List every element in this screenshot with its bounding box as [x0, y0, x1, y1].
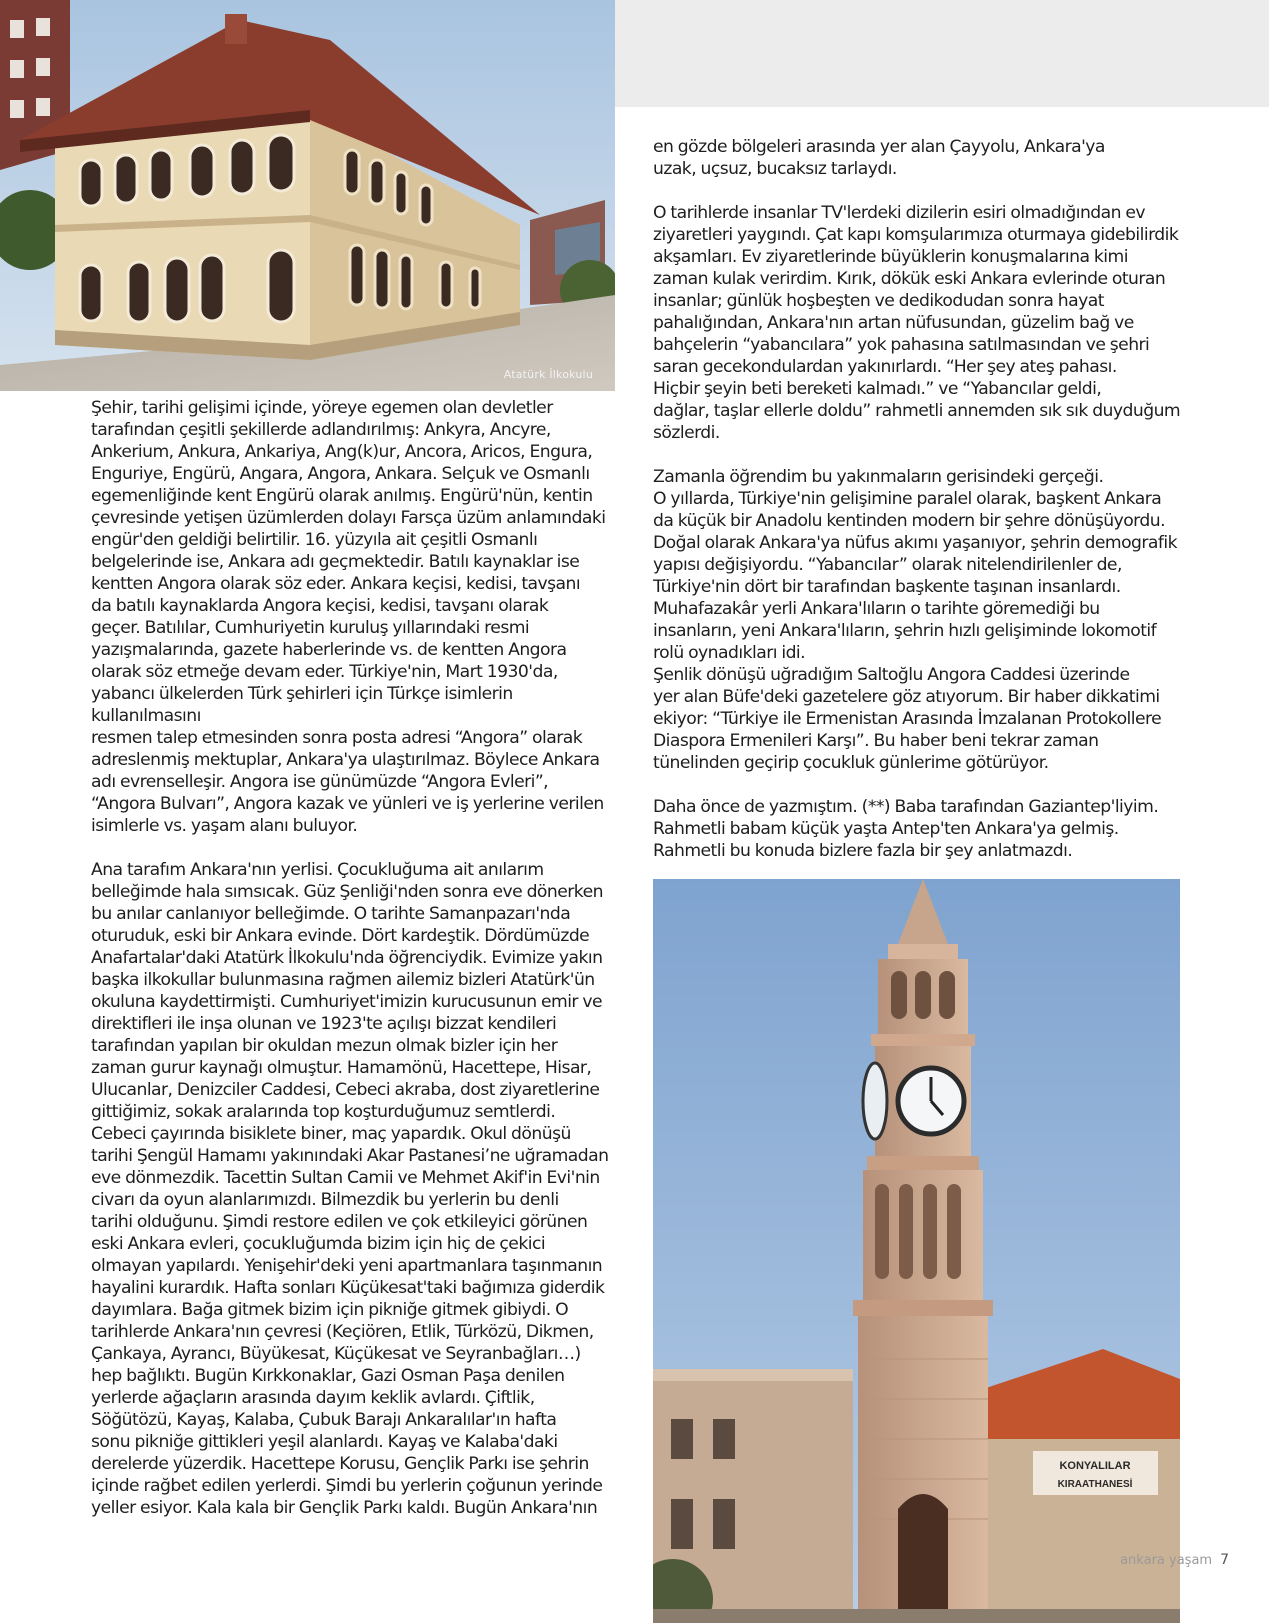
magazine-name: ankara yaşam — [1120, 1553, 1213, 1568]
paragraph-name-history: Şehir, tarihi gelişimi içinde, yöreye egemen olan devletler tarafından çeşitli şekillerde adlandırılmış: Ankyra, Ancyre, Ankerium, Ankura, Ankariya, Ang(k)ur, Ancora, Aricos, Engura, Enguriye, Engürü, Angara, Angora, Ankara. Selçuk ve Osmanlı egemenliğinde kent Engürü olarak anılmış. Engürü'nün, kentin çevresinde yetişen üzümlerden dolayı Farsça üzüm anlamındaki engür'den geldiği belirtilir. 16. yüzyıla ait çeşitli Osmanlı belgelerinde ise, Ankara adı geçmektedir. Batılı kaynaklar ise kentten Angora olarak söz eder. Ankara keçisi, kedisi, tavşanı da batılı kaynaklarda Angora keçisi, kedisi, tavşanı olarak geçer. Batılılar, Cumhuriyetin kuruluş yıllarındaki resmi yazışmalarında, gazete haberlerinde vs. de kentten Angora olarak söz etmeğe devam eder. Türkiye'nin, Mart 1930'da, yabancı ülkelerden Türk şehirleri için Türkçe isimlerin kullanılmasını resmen talep etmesinden sonra posta adresi “Angora” olarak adreslenmiş mektuplar, Ankara'ya ulaştırılmaz. Böylece Ankara adı evrenselleşir. Angora ise günümüzde “Angora Evleri”, “Angora Bulvarı”, Angora kazak ve yünleri ve iş yerlerine verilen isimlerle vs. yaşam alanı buluyor. — [91, 398, 606, 836]
paragraph-gaziantep: Daha önce de yazmıştım. (**) Baba tarafından Gaziantep'liyim. Rahmetli babam küçük yaşta Antep'ten Ankara'ya gelmiş. Rahmetli bu konuda bizlere fazla bir şey anlatmazdı. — [653, 797, 1159, 861]
right-column — [653, 136, 1183, 862]
clock-tower-photo — [653, 879, 1180, 1623]
paragraph-cayyolu: en gözde bölgeleri arasında yer alan Çayyolu, Ankara'ya uzak, uçsuz, bucaksız tarlaydı. — [653, 137, 1105, 179]
school-building-illustration — [0, 0, 615, 391]
photo-caption: Atatürk İlkokulu — [503, 368, 593, 381]
cafe-sign-line2: KIRAATHANESİ — [1057, 1479, 1133, 1490]
page-footer — [1120, 1552, 1229, 1568]
cafe-sign-line1: KONYALILAR — [1059, 1460, 1131, 1472]
left-column — [91, 397, 619, 1519]
clock-tower-illustration — [653, 879, 1180, 1623]
page-number: 7 — [1220, 1552, 1229, 1568]
header-band — [615, 0, 1269, 107]
paragraph-childhood: Ana tarafım Ankara'nın yerlisi. Çocukluğuma ait anılarım belleğimde hala sımsıcak. Güz Şenliği'nden sonra eve dönerken bu anılar canlanıyor belleğimde. O tarihte Samanpazarı'nda oturuduk, eski bir Ankara evinde. Dört kardeştik. Dördümüzde Anafartalar'daki Atatürk İlkokulu'nda öğrenciydik. Evimize yakın başka ilkokullar bulunmasına rağmen ailemiz bizleri Atatürk'ün okuluna kaydettirmişti. Cumhuriyet'imizin kurucusunun emir ve direktifleri ile inşa olunan ve 1923'te açılışı bizzat kendileri tarafından yapılan bir okuldan mezun olmak bizler için her zaman gurur kaynağı olmuştur. Hamamönü, Hacettepe, Hisar, Ulucanlar, Denizciler Caddesi, Cebeci akraba, dost ziyaretlerine gittiğimiz, sokak aralarında top koşturduğumuz semtlerdi. Cebeci çayırında bisiklete biner, maç yapardık. Okul dönüşü tarihi Şengül Hamamı yakınındaki Akar Pastanesi’ne uğramadan eve dönmezdik. Tacettin Sultan Camii ve Mehmet Akif'in Evi'nin civarı da oyun alanlarımızdı. Bilmezdik bu yerlerin bu denli tarihi olduğunu. Şimdi restore edilen ve çok etkileyici görünen eski Ankara evleri, çocukluğumda bizim için hiç de çekici olmayan yapılardı. Yenişehir'deki yeni apartmanlara taşınmanın hayalini kurardık. Hafta sonları Küçükesat'taki bağımıza giderdik dayımlara. Bağa gitmek bizim için pikniğe gitmek gibiydi. O tarihlerde Ankara'nın çevresi (Keçiören, Etlik, Türközü, Dikmen, Çankaya, Ayrancı, Büyükesat, Küçükesat ve Seyranbağları…) hep bağlıktı. Bugün Kırkkonaklar, Gazi Osman Paşa denilen yerlerde ağaçların arasında dayım keklik avlardı. Çiftlik, Söğütözü, Kayaş, Kalaba, Çubuk Barajı Ankaralılar'ın hafta sonu pikniğe gittikleri yeşil alanlardı. Kayaş ve Kalaba'daki derelerde yüzerdik. Hacettepe Korusu, Gençlik Parkı ise şehrin içinde rağbet edilen yerlerdi. Şimdi bu yerlerin çoğunun yerinde yeller esiyor. Kala kala bir Gençlik Parkı kaldı. Bugün Ankara'nın — [91, 860, 609, 1518]
paragraph-visits: O tarihlerde insanlar TV'lerdeki dizilerin esiri olmadığından ev ziyaretleri yaygındı. Çat kapı komşularımıza oturmaya gidebilirdik akşamları. Ev ziyaretlerinde büyüklerin konuşmalarına kimi zaman kulak verirdim. Kırık, dökük eski Ankara evlerinde oturan insanlar; günlük hoşbeşten ve dedikodudan sonra hayat pahalığından, Ankara'nın artan nüfusundan, güzelim bağ ve bahçelerin “yabancılara” yok pahasına satılmasından ve şehri saran gecekondulardan yakınırlardı. “Her şey ateş pahası. Hiçbir şeyin beti bereketi kalmadı.” ve “Yabancılar geldi, dağlar, taşlar ellerle doldu” rahmetli annemden sık sık duyduğum sözlerdi. — [653, 203, 1181, 443]
ataturk-school-photo — [0, 0, 615, 391]
paragraph-newcomers: Zamanla öğrendim bu yakınmaların gerisindeki gerçeği. O yıllarda, Türkiye'nin gelişimine paralel olarak, başkent Ankara da küçük bir Anadolu kentinden modern bir şehre dönüşüyordu. Doğal olarak Ankara'ya nüfus akımı yaşanıyor, şehrin demografik yapısı değişiyordu. “Yabancılar” olarak nitelendirilenler de, Türkiye'nin dört bir tarafından başkente taşınan insanlardı. Muhafazakâr yerli Ankara'lıların o tarihte göremediği bu insanların, yeni Ankara'lıların, şehrin hızlı gelişiminde lokomotif rolü oynadıkları idi. Şenlik dönüşü uğradığım Saltoğlu Angora Caddesi üzerinde yer alan Büfe'deki gazetelere göz atıyorum. Bir haber dikkatimi ekiyor: “Türkiye ile Ermenistan Arasında İmzalanan Protokollere Diaspora Ermenileri Karşı”. Bu haber beni tekrar zaman tünelinden geçirip çocukluk günlerime götürüyor. — [653, 467, 1178, 773]
